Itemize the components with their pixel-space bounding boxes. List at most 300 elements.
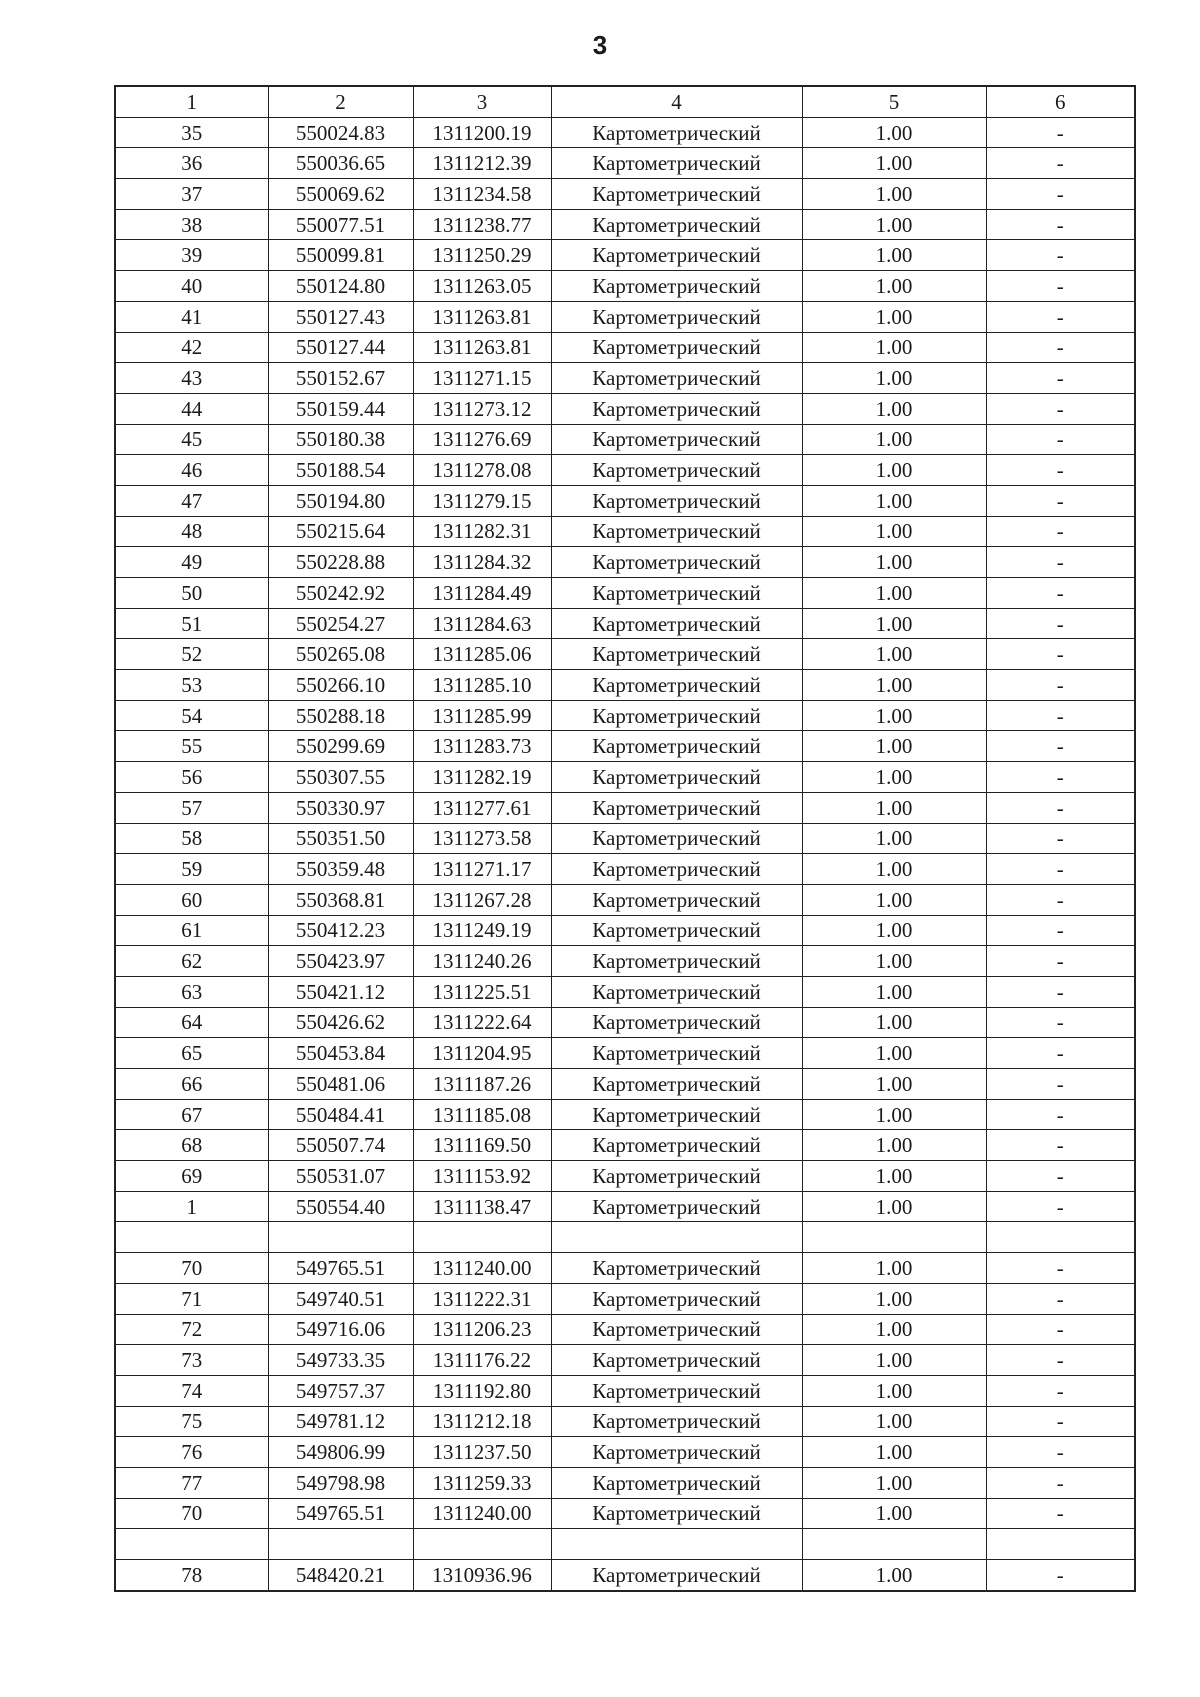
x-coordinate-cell: 550531.07 [268, 1161, 413, 1192]
note-cell: - [986, 332, 1135, 363]
accuracy-cell: 1.00 [802, 1069, 986, 1100]
note-cell: - [986, 1191, 1135, 1222]
x-coordinate-cell: 550127.43 [268, 301, 413, 332]
point-number-cell: 64 [115, 1007, 268, 1038]
point-number-cell: 66 [115, 1069, 268, 1100]
accuracy-cell: 1.00 [802, 271, 986, 302]
table-row [115, 1099, 1135, 1130]
table-row [115, 485, 1135, 516]
point-number-cell: 55 [115, 731, 268, 762]
note-cell: - [986, 1099, 1135, 1130]
separator-row [115, 1222, 1135, 1253]
accuracy-cell: 1.00 [802, 1038, 986, 1069]
note-cell: - [986, 179, 1135, 210]
method-cell: Картометрический [551, 271, 802, 302]
method-cell: Картометрический [551, 1069, 802, 1100]
note-cell: - [986, 1375, 1135, 1406]
method-cell: Картометрический [551, 762, 802, 793]
x-coordinate-cell: 550266.10 [268, 670, 413, 701]
y-coordinate-cell: 1311192.80 [413, 1375, 551, 1406]
separator-row [115, 1529, 1135, 1560]
note-cell: - [986, 915, 1135, 946]
method-cell: Картометрический [551, 854, 802, 885]
method-cell: Картометрический [551, 578, 802, 609]
point-number-cell: 67 [115, 1099, 268, 1130]
table-row [115, 823, 1135, 854]
y-coordinate-cell: 1311204.95 [413, 1038, 551, 1069]
method-cell: Картометрический [551, 393, 802, 424]
point-number-cell: 65 [115, 1038, 268, 1069]
point-number-cell: 76 [115, 1437, 268, 1468]
x-coordinate-cell: 550423.97 [268, 946, 413, 977]
point-number-cell: 74 [115, 1375, 268, 1406]
y-coordinate-cell: 1311282.19 [413, 762, 551, 793]
table-row [115, 762, 1135, 793]
table-row [115, 884, 1135, 915]
point-number-cell: 72 [115, 1314, 268, 1345]
column-header: 5 [802, 86, 986, 117]
x-coordinate-cell: 550159.44 [268, 393, 413, 424]
note-cell: - [986, 1467, 1135, 1498]
y-coordinate-cell: 1311283.73 [413, 731, 551, 762]
accuracy-cell: 1.00 [802, 1283, 986, 1314]
method-cell: Картометрический [551, 148, 802, 179]
table-row [115, 117, 1135, 148]
accuracy-cell: 1.00 [802, 1560, 986, 1591]
column-header: 1 [115, 86, 268, 117]
table-row [115, 976, 1135, 1007]
method-cell: Картометрический [551, 608, 802, 639]
table-row [115, 1069, 1135, 1100]
y-coordinate-cell: 1311212.18 [413, 1406, 551, 1437]
point-number-cell: 50 [115, 578, 268, 609]
y-coordinate-cell: 1311263.05 [413, 271, 551, 302]
y-coordinate-cell: 1311278.08 [413, 455, 551, 486]
accuracy-cell: 1.00 [802, 393, 986, 424]
method-cell: Картометрический [551, 1498, 802, 1529]
point-number-cell: 38 [115, 209, 268, 240]
method-cell: Картометрический [551, 516, 802, 547]
x-coordinate-cell: 550215.64 [268, 516, 413, 547]
accuracy-cell: 1.00 [802, 915, 986, 946]
note-cell: - [986, 1038, 1135, 1069]
x-coordinate-cell [268, 1529, 413, 1560]
table-row [115, 1191, 1135, 1222]
x-coordinate-cell: 550412.23 [268, 915, 413, 946]
y-coordinate-cell: 1311277.61 [413, 792, 551, 823]
point-number-cell [115, 1529, 268, 1560]
y-coordinate-cell: 1311267.28 [413, 884, 551, 915]
note-cell: - [986, 1007, 1135, 1038]
note-cell: - [986, 1560, 1135, 1591]
table-row [115, 639, 1135, 670]
note-cell: - [986, 148, 1135, 179]
method-cell: Картометрический [551, 639, 802, 670]
note-cell: - [986, 578, 1135, 609]
point-number-cell: 70 [115, 1253, 268, 1284]
method-cell: Картометрический [551, 946, 802, 977]
point-number-cell: 77 [115, 1467, 268, 1498]
accuracy-cell: 1.00 [802, 762, 986, 793]
method-cell: Картометрический [551, 179, 802, 210]
table-row [115, 915, 1135, 946]
method-cell: Картометрический [551, 823, 802, 854]
y-coordinate-cell [413, 1222, 551, 1253]
x-coordinate-cell: 550426.62 [268, 1007, 413, 1038]
method-cell: Картометрический [551, 1038, 802, 1069]
y-coordinate-cell: 1311185.08 [413, 1099, 551, 1130]
method-cell: Картометрический [551, 915, 802, 946]
note-cell: - [986, 1253, 1135, 1284]
accuracy-cell: 1.00 [802, 209, 986, 240]
page-number: 3 [592, 30, 608, 60]
x-coordinate-cell: 550242.92 [268, 578, 413, 609]
accuracy-cell: 1.00 [802, 1007, 986, 1038]
table-row [115, 1406, 1135, 1437]
point-number-cell: 43 [115, 363, 268, 394]
x-coordinate-cell: 550228.88 [268, 547, 413, 578]
table-row [115, 1375, 1135, 1406]
table-body [115, 117, 1135, 1591]
table-row [115, 393, 1135, 424]
note-cell: - [986, 363, 1135, 394]
y-coordinate-cell: 1311240.00 [413, 1253, 551, 1284]
y-coordinate-cell: 1311285.06 [413, 639, 551, 670]
y-coordinate-cell: 1311237.50 [413, 1437, 551, 1468]
accuracy-cell: 1.00 [802, 823, 986, 854]
method-cell: Картометрический [551, 1406, 802, 1437]
point-number-cell: 78 [115, 1560, 268, 1591]
point-number-cell: 42 [115, 332, 268, 363]
point-number-cell: 71 [115, 1283, 268, 1314]
method-cell: Картометрический [551, 1099, 802, 1130]
table-row [115, 547, 1135, 578]
x-coordinate-cell: 550481.06 [268, 1069, 413, 1100]
accuracy-cell: 1.00 [802, 1130, 986, 1161]
note-cell: - [986, 1314, 1135, 1345]
y-coordinate-cell: 1311263.81 [413, 332, 551, 363]
x-coordinate-cell: 550152.67 [268, 363, 413, 394]
note-cell: - [986, 1498, 1135, 1529]
method-cell: Картометрический [551, 670, 802, 701]
table-row [115, 1314, 1135, 1345]
point-number-cell: 45 [115, 424, 268, 455]
method-cell: Картометрический [551, 731, 802, 762]
x-coordinate-cell: 550421.12 [268, 976, 413, 1007]
method-cell: Картометрический [551, 424, 802, 455]
note-cell: - [986, 884, 1135, 915]
y-coordinate-cell: 1311187.26 [413, 1069, 551, 1100]
point-number-cell: 61 [115, 915, 268, 946]
table-row [115, 1437, 1135, 1468]
accuracy-cell: 1.00 [802, 1375, 986, 1406]
accuracy-cell: 1.00 [802, 424, 986, 455]
x-coordinate-cell: 549716.06 [268, 1314, 413, 1345]
x-coordinate-cell: 550254.27 [268, 608, 413, 639]
note-cell: - [986, 762, 1135, 793]
method-cell: Картометрический [551, 332, 802, 363]
method-cell: Картометрический [551, 1130, 802, 1161]
point-number-cell: 49 [115, 547, 268, 578]
method-cell: Картометрический [551, 455, 802, 486]
note-cell: - [986, 393, 1135, 424]
x-coordinate-cell: 550351.50 [268, 823, 413, 854]
note-cell: - [986, 271, 1135, 302]
method-cell: Картометрический [551, 209, 802, 240]
point-number-cell: 44 [115, 393, 268, 424]
note-cell: - [986, 547, 1135, 578]
x-coordinate-cell: 550124.80 [268, 271, 413, 302]
point-number-cell: 35 [115, 117, 268, 148]
method-cell: Картометрический [551, 700, 802, 731]
y-coordinate-cell: 1311222.64 [413, 1007, 551, 1038]
accuracy-cell: 1.00 [802, 148, 986, 179]
table-row [115, 1498, 1135, 1529]
x-coordinate-cell: 550024.83 [268, 117, 413, 148]
accuracy-cell: 1.00 [802, 731, 986, 762]
point-number-cell: 52 [115, 639, 268, 670]
y-coordinate-cell: 1310936.96 [413, 1560, 551, 1591]
point-number-cell: 51 [115, 608, 268, 639]
note-cell: - [986, 485, 1135, 516]
point-number-cell: 41 [115, 301, 268, 332]
y-coordinate-cell: 1311271.17 [413, 854, 551, 885]
table-row [115, 179, 1135, 210]
column-header: 3 [413, 86, 551, 117]
method-cell: Картометрический [551, 976, 802, 1007]
x-coordinate-cell: 550288.18 [268, 700, 413, 731]
point-number-cell: 46 [115, 455, 268, 486]
table-row [115, 209, 1135, 240]
x-coordinate-cell: 550180.38 [268, 424, 413, 455]
x-coordinate-cell: 549740.51 [268, 1283, 413, 1314]
note-cell: - [986, 854, 1135, 885]
method-cell: Картометрический [551, 884, 802, 915]
table-row [115, 240, 1135, 271]
accuracy-cell: 1.00 [802, 884, 986, 915]
y-coordinate-cell: 1311225.51 [413, 976, 551, 1007]
x-coordinate-cell: 550507.74 [268, 1130, 413, 1161]
y-coordinate-cell: 1311169.50 [413, 1130, 551, 1161]
y-coordinate-cell: 1311240.26 [413, 946, 551, 977]
method-cell: Картометрический [551, 1375, 802, 1406]
accuracy-cell: 1.00 [802, 1161, 986, 1192]
point-number-cell: 68 [115, 1130, 268, 1161]
x-coordinate-cell: 550077.51 [268, 209, 413, 240]
y-coordinate-cell: 1311285.10 [413, 670, 551, 701]
note-cell: - [986, 639, 1135, 670]
column-header: 4 [551, 86, 802, 117]
point-number-cell: 58 [115, 823, 268, 854]
method-cell: Картометрический [551, 1314, 802, 1345]
accuracy-cell: 1.00 [802, 1498, 986, 1529]
point-number-cell: 60 [115, 884, 268, 915]
table-row [115, 1345, 1135, 1376]
x-coordinate-cell: 550299.69 [268, 731, 413, 762]
y-coordinate-cell: 1311273.12 [413, 393, 551, 424]
method-cell: Картометрический [551, 792, 802, 823]
table-row [115, 670, 1135, 701]
accuracy-cell: 1.00 [802, 179, 986, 210]
table-header [115, 86, 1135, 117]
x-coordinate-cell: 550099.81 [268, 240, 413, 271]
y-coordinate-cell: 1311285.99 [413, 700, 551, 731]
x-coordinate-cell: 549765.51 [268, 1253, 413, 1284]
note-cell: - [986, 792, 1135, 823]
note-cell: - [986, 608, 1135, 639]
method-cell [551, 1222, 802, 1253]
accuracy-cell: 1.00 [802, 117, 986, 148]
table-row [115, 854, 1135, 885]
accuracy-cell: 1.00 [802, 1345, 986, 1376]
method-cell: Картометрический [551, 240, 802, 271]
table-row [115, 1560, 1135, 1591]
table-row [115, 332, 1135, 363]
table-row [115, 578, 1135, 609]
x-coordinate-cell: 548420.21 [268, 1560, 413, 1591]
table-row [115, 1161, 1135, 1192]
y-coordinate-cell: 1311153.92 [413, 1161, 551, 1192]
note-cell: - [986, 117, 1135, 148]
x-coordinate-cell: 550484.41 [268, 1099, 413, 1130]
note-cell: - [986, 1161, 1135, 1192]
y-coordinate-cell: 1311282.31 [413, 516, 551, 547]
accuracy-cell: 1.00 [802, 1467, 986, 1498]
point-number-cell: 54 [115, 700, 268, 731]
point-number-cell: 47 [115, 485, 268, 516]
accuracy-cell: 1.00 [802, 1437, 986, 1468]
point-number-cell: 69 [115, 1161, 268, 1192]
method-cell: Картометрический [551, 1161, 802, 1192]
method-cell: Картометрический [551, 363, 802, 394]
y-coordinate-cell: 1311138.47 [413, 1191, 551, 1222]
table-row [115, 363, 1135, 394]
x-coordinate-cell: 550036.65 [268, 148, 413, 179]
note-cell: - [986, 455, 1135, 486]
y-coordinate-cell: 1311259.33 [413, 1467, 551, 1498]
table-row [115, 731, 1135, 762]
accuracy-cell: 1.00 [802, 700, 986, 731]
y-coordinate-cell: 1311176.22 [413, 1345, 551, 1376]
method-cell: Картометрический [551, 1345, 802, 1376]
point-number-cell: 40 [115, 271, 268, 302]
y-coordinate-cell: 1311206.23 [413, 1314, 551, 1345]
point-number-cell: 37 [115, 179, 268, 210]
accuracy-cell: 1.00 [802, 301, 986, 332]
y-coordinate-cell: 1311222.31 [413, 1283, 551, 1314]
x-coordinate-cell: 549781.12 [268, 1406, 413, 1437]
table-row [115, 516, 1135, 547]
note-cell: - [986, 670, 1135, 701]
note-cell: - [986, 301, 1135, 332]
point-number-cell: 57 [115, 792, 268, 823]
note-cell: - [986, 1069, 1135, 1100]
note-cell: - [986, 946, 1135, 977]
point-number-cell: 53 [115, 670, 268, 701]
table-row [115, 148, 1135, 179]
point-number-cell: 56 [115, 762, 268, 793]
x-coordinate-cell: 550453.84 [268, 1038, 413, 1069]
note-cell: - [986, 240, 1135, 271]
accuracy-cell: 1.00 [802, 485, 986, 516]
accuracy-cell: 1.00 [802, 670, 986, 701]
note-cell: - [986, 1283, 1135, 1314]
accuracy-cell: 1.00 [802, 792, 986, 823]
y-coordinate-cell: 1311200.19 [413, 117, 551, 148]
accuracy-cell [802, 1222, 986, 1253]
note-cell: - [986, 700, 1135, 731]
note-cell: - [986, 1437, 1135, 1468]
method-cell: Картометрический [551, 1437, 802, 1468]
note-cell: - [986, 516, 1135, 547]
note-cell: - [986, 823, 1135, 854]
x-coordinate-cell: 550307.55 [268, 762, 413, 793]
point-number-cell: 48 [115, 516, 268, 547]
x-coordinate-cell: 550330.97 [268, 792, 413, 823]
point-number-cell: 1 [115, 1191, 268, 1222]
point-number-cell: 70 [115, 1498, 268, 1529]
table-row [115, 1283, 1135, 1314]
table-row [115, 1253, 1135, 1284]
point-number-cell: 59 [115, 854, 268, 885]
y-coordinate-cell: 1311284.63 [413, 608, 551, 639]
method-cell [551, 1529, 802, 1560]
x-coordinate-cell: 550265.08 [268, 639, 413, 670]
coordinates-table [114, 85, 1136, 1592]
accuracy-cell: 1.00 [802, 547, 986, 578]
note-cell: - [986, 1345, 1135, 1376]
accuracy-cell: 1.00 [802, 516, 986, 547]
table-row [115, 301, 1135, 332]
table-row [115, 1007, 1135, 1038]
accuracy-cell: 1.00 [802, 639, 986, 670]
x-coordinate-cell: 549798.98 [268, 1467, 413, 1498]
y-coordinate-cell: 1311250.29 [413, 240, 551, 271]
accuracy-cell: 1.00 [802, 1191, 986, 1222]
point-number-cell: 39 [115, 240, 268, 271]
method-cell: Картометрический [551, 1253, 802, 1284]
note-cell [986, 1529, 1135, 1560]
table-row [115, 608, 1135, 639]
note-cell: - [986, 424, 1135, 455]
note-cell: - [986, 731, 1135, 762]
y-coordinate-cell [413, 1529, 551, 1560]
y-coordinate-cell: 1311212.39 [413, 148, 551, 179]
table-row [115, 700, 1135, 731]
y-coordinate-cell: 1311240.00 [413, 1498, 551, 1529]
method-cell: Картометрический [551, 1191, 802, 1222]
accuracy-cell: 1.00 [802, 363, 986, 394]
x-coordinate-cell [268, 1222, 413, 1253]
method-cell: Картометрический [551, 1283, 802, 1314]
method-cell: Картометрический [551, 301, 802, 332]
accuracy-cell: 1.00 [802, 608, 986, 639]
note-cell: - [986, 976, 1135, 1007]
point-number-cell: 36 [115, 148, 268, 179]
method-cell: Картометрический [551, 1467, 802, 1498]
accuracy-cell: 1.00 [802, 854, 986, 885]
table-row [115, 1038, 1135, 1069]
point-number-cell: 73 [115, 1345, 268, 1376]
accuracy-cell: 1.00 [802, 240, 986, 271]
table-row [115, 1467, 1135, 1498]
y-coordinate-cell: 1311263.81 [413, 301, 551, 332]
method-cell: Картометрический [551, 547, 802, 578]
y-coordinate-cell: 1311279.15 [413, 485, 551, 516]
point-number-cell: 62 [115, 946, 268, 977]
method-cell: Картометрический [551, 117, 802, 148]
table-row [115, 1130, 1135, 1161]
